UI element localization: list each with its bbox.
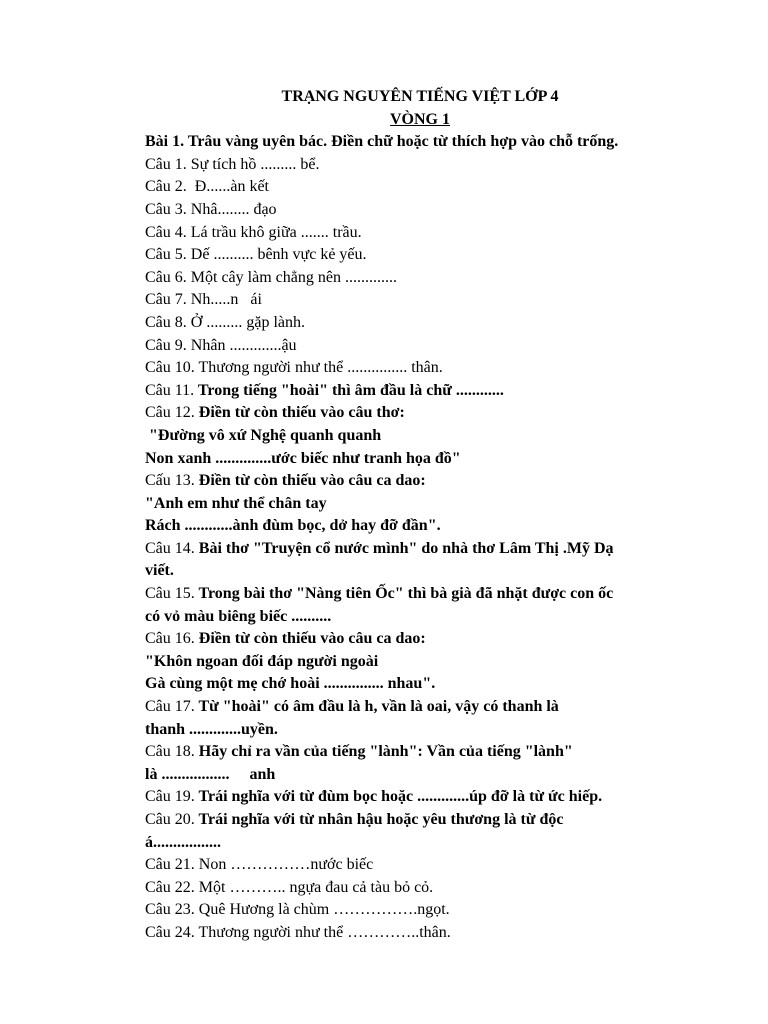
question-text: "Khôn ngoan đối đáp người ngoài — [145, 652, 379, 670]
question-text: Điền từ còn thiếu vào câu ca dao: — [194, 630, 426, 648]
question-line — [145, 651, 708, 674]
question-line — [145, 222, 708, 245]
question-text: Điền từ còn thiếu vào câu ca dao: — [194, 472, 426, 490]
question-text: Bài 1. Trâu vàng uyên bác. Điền chữ hoặc từ thích hợp vào chỗ trống. — [145, 133, 619, 151]
question-list — [145, 131, 708, 944]
question-line — [145, 131, 708, 154]
question-text: Non ……………nước biếc — [194, 856, 374, 874]
question-text: Nhâ........ đạo — [186, 200, 277, 218]
question-line — [145, 154, 708, 177]
question-line — [145, 560, 708, 583]
question-line — [145, 515, 708, 538]
question-text: có vỏ màu biêng biếc .......... — [145, 607, 332, 625]
question-label: Câu 18. — [145, 743, 195, 761]
question-label: Câu 22. — [145, 878, 195, 896]
question-label: Câu 1. — [145, 155, 187, 173]
question-label: Câu 21. — [145, 856, 195, 874]
question-text: Trái nghĩa với từ đùm bọc hoặc .............úp đỡ là từ ức hiếp. — [194, 788, 603, 806]
question-line — [145, 673, 708, 696]
question-text: Rách ............ành đùm bọc, dở hay đỡ đần". — [145, 517, 441, 535]
question-label: Câu 12. — [145, 404, 195, 422]
question-label: Câu 7. — [145, 291, 187, 309]
question-text: Hãy chỉ ra vần của tiếng "lành": Vần của tiếng "lành" — [194, 743, 573, 761]
question-line — [145, 538, 708, 561]
question-line — [145, 854, 708, 877]
question-line — [145, 176, 708, 199]
question-line — [145, 380, 708, 403]
question-text: Dế .......... bênh vực kẻ yếu. — [186, 246, 367, 264]
question-text: Từ "hoài" có âm đầu là h, vần là oai, vậy có thanh là — [194, 698, 559, 716]
question-text: Quê Hương là chùm …………….ngọt. — [194, 901, 450, 919]
question-line — [145, 741, 708, 764]
question-label: Cấu 13. — [145, 472, 195, 490]
question-text: "Anh em như thể chân tay — [145, 494, 327, 512]
question-line — [145, 899, 708, 922]
question-text: viết. — [145, 562, 174, 580]
question-text: "Đường vô xứ Nghệ quanh quanh — [145, 426, 382, 444]
question-text: là ................. anh — [145, 765, 276, 783]
round-heading: VÒNG 1 — [390, 110, 450, 128]
question-text: Sự tích hồ ......... bể. — [186, 155, 320, 173]
question-label: Câu 20. — [145, 811, 195, 828]
question-line — [145, 199, 708, 222]
question-label: Câu 3. — [145, 200, 187, 218]
question-line — [145, 583, 708, 606]
question-line — [145, 425, 708, 448]
question-line — [145, 628, 708, 651]
question-line — [145, 809, 708, 832]
document-title: TRẠNG NGUYÊN TIẾNG VIỆT LỚP 4 — [281, 88, 559, 105]
question-text: Lá trầu khô giữa ....... trầu. — [186, 223, 362, 241]
question-text: Nhân .............ậu — [186, 336, 297, 354]
question-text: Một ……….. ngựa đau cả tàu bỏ cỏ. — [194, 878, 434, 896]
question-text: thanh .............uyền. — [145, 720, 278, 738]
question-label: Câu 24. — [145, 923, 195, 941]
question-label: Câu 5. — [145, 246, 187, 264]
question-line — [145, 357, 708, 380]
question-line — [145, 289, 708, 312]
question-text: Non xanh ..............ước biếc như tranh họa đồ" — [145, 449, 461, 467]
question-label: Câu 23. — [145, 901, 195, 919]
question-label: Câu 14. — [145, 539, 195, 557]
question-label: Câu 17. — [145, 698, 195, 716]
question-label: Câu 16. — [145, 630, 195, 648]
question-label: Câu 6. — [145, 268, 187, 286]
question-text: Trong tiếng "hoài" thì âm đầu là chữ ............ — [194, 381, 504, 399]
question-line — [145, 832, 708, 855]
question-line — [145, 696, 708, 719]
question-line — [145, 764, 708, 787]
question-label: Câu 10. — [145, 359, 195, 377]
question-line — [145, 470, 708, 493]
question-label: Câu 2. — [145, 178, 187, 196]
question-text: Đ......àn kết — [186, 178, 269, 196]
question-text: Trong bài thơ "Nàng tiên Ốc" thì bà già đã nhặt được con ốc — [194, 585, 614, 603]
question-label: Câu 9. — [145, 336, 187, 354]
question-text: Thương người như thể ............... thân. — [194, 359, 443, 377]
question-line — [145, 922, 708, 945]
question-text: Ở ......... gặp lành. — [186, 313, 305, 331]
question-line — [145, 448, 708, 471]
question-label: Câu 15. — [145, 585, 195, 603]
question-text: Gà cùng một mẹ chớ hoài ............... nhau". — [145, 675, 436, 693]
question-text: Một cây làm chẳng nên ............. — [186, 268, 397, 286]
question-line — [145, 402, 708, 425]
question-label: Câu 8. — [145, 313, 187, 331]
question-text: Bài thơ "Truyện cổ nước mình" do nhà thơ Lâm Thị .Mỹ Dạ — [194, 539, 614, 557]
question-label: Câu 11. — [145, 381, 195, 399]
question-text: Điền từ còn thiếu vào câu thơ: — [194, 404, 405, 422]
question-line — [145, 786, 708, 809]
question-label: Câu 19. — [145, 788, 195, 806]
question-text: á................. — [145, 833, 221, 851]
question-line — [145, 312, 708, 335]
question-line — [145, 335, 708, 358]
question-line — [145, 493, 708, 516]
question-line — [145, 267, 708, 290]
question-text: Thương người như thể …………..thân. — [194, 923, 451, 941]
question-text: Trái nghĩa với từ nhân hậu hoặc yêu thương là từ độc — [194, 811, 564, 828]
question-text: Nh.....n ái — [186, 291, 262, 309]
question-label: Câu 4. — [145, 223, 187, 241]
question-line — [145, 877, 708, 900]
question-line — [145, 606, 708, 629]
question-line — [145, 719, 708, 742]
question-line — [145, 244, 708, 267]
